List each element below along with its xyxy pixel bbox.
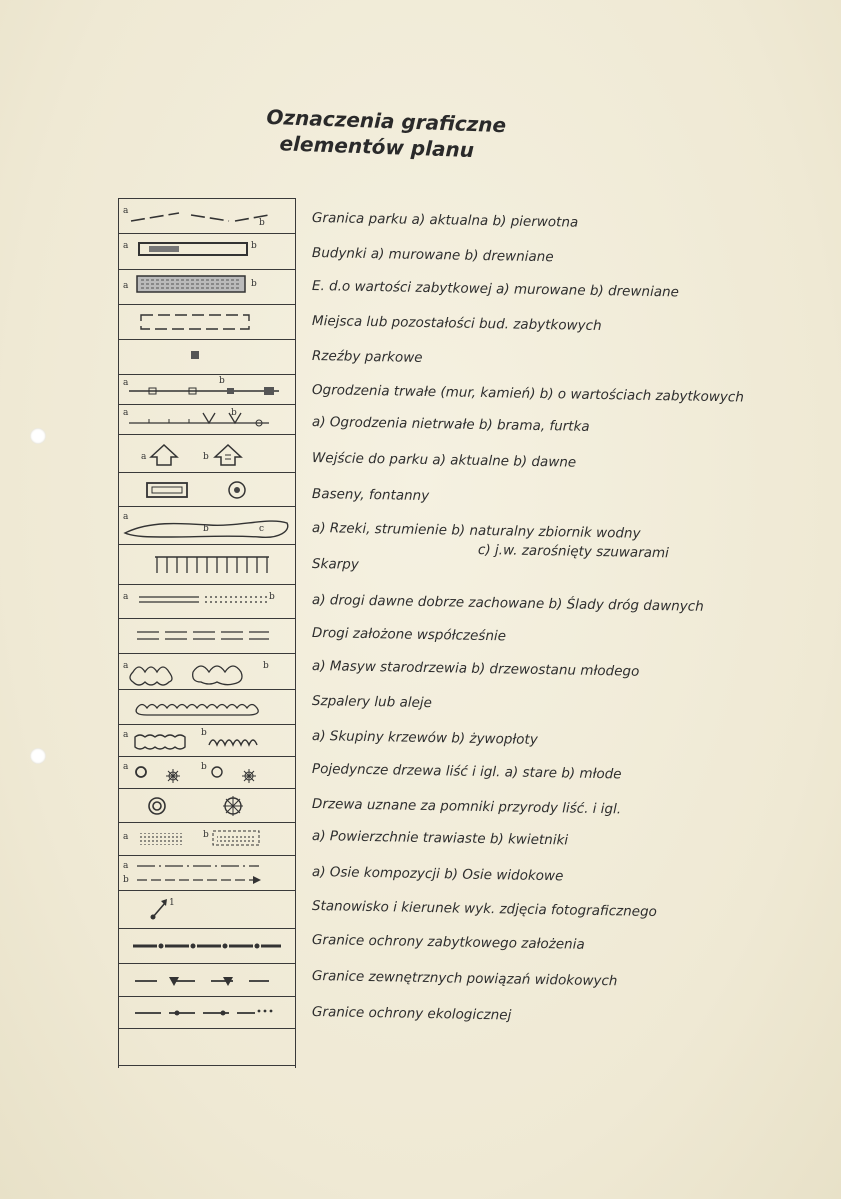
svg-text:b: b — [201, 762, 207, 772]
legend-text: a) Osie kompozycji b) Osie widokowe — [311, 864, 564, 885]
legend-symbol-park-entrance — [119, 434, 295, 472]
title-line-2: elementów planu — [279, 131, 475, 163]
legend-text: Granice ochrony zabytkowego założenia — [311, 932, 585, 953]
legend-text: a) Skupiny krzewów b) żywopłoty — [311, 728, 538, 748]
svg-text:1: 1 — [169, 898, 175, 908]
svg-text:a: a — [123, 730, 129, 740]
legend-text: Baseny, fontanny — [311, 486, 430, 505]
legend-symbol-historic-buildings — [119, 269, 295, 304]
svg-text:b: b — [269, 592, 275, 602]
svg-text:a: a — [123, 378, 129, 388]
legend-text: a) drogi dawne dobrze zachowane b) Ślady dróg dawnych — [311, 592, 704, 615]
legend-symbol-sculptures — [119, 339, 295, 374]
legend-text: a) Powierzchnie trawiaste b) kwietniki — [311, 828, 569, 849]
legend-text: Budynki a) murowane b) drewniane — [311, 245, 554, 266]
svg-text:a: a — [123, 206, 129, 216]
svg-text:a: a — [123, 281, 129, 291]
legend-text: Granica parku a) aktualna b) pierwotna — [311, 210, 579, 231]
legend-symbol-monument-trees — [119, 788, 295, 822]
legend-text: Drogi założone współcześnie — [311, 625, 507, 645]
legend-text: Rzeźby parkowe — [311, 348, 423, 366]
svg-text:a: a — [123, 592, 129, 602]
svg-text:a: a — [123, 832, 129, 842]
title-line-1: Oznaczenia graficzne — [266, 104, 507, 138]
svg-text:b: b — [259, 218, 265, 228]
legend-symbol-alleys — [119, 689, 295, 724]
svg-text:b: b — [201, 728, 207, 738]
legend-symbol-shrubs-hedges — [119, 724, 295, 756]
legend-text-extra: c) j.w. zarośnięty szuwarami — [477, 542, 670, 562]
page-title — [265, 104, 506, 164]
svg-text:b: b — [203, 452, 209, 462]
svg-text:b: b — [231, 408, 237, 418]
legend-text: Szpalery lub aleje — [311, 693, 433, 712]
legend-symbol-axes — [119, 855, 295, 890]
legend-symbol-park-boundary — [119, 198, 295, 233]
punch-hole — [30, 748, 46, 764]
punch-hole — [30, 428, 46, 444]
svg-text:b: b — [203, 830, 209, 840]
legend-text: a) Masyw starodrzewia b) drzewostanu młodego — [311, 658, 640, 680]
legend-text: Granice zewnętrznych powiązań widokowych — [311, 968, 618, 990]
legend-symbol-column — [118, 198, 296, 1068]
legend-symbol-old-roads — [119, 584, 295, 618]
legend-text: Pojedyncze drzewa liść i igl. a) stare b) młode — [311, 761, 622, 783]
legend-symbol-modern-roads — [119, 618, 295, 653]
legend-symbol-buildings — [119, 233, 295, 269]
legend-symbol-tree-stands — [119, 653, 295, 689]
legend-symbol-photo-station — [119, 890, 295, 928]
legend-symbol-rivers — [119, 506, 295, 544]
legend-text: a) Rzeki, strumienie b) naturalny zbiornik wodny — [311, 520, 641, 542]
legend-symbol-historic-ruins — [119, 304, 295, 339]
legend-symbol-pools-fountains — [119, 472, 295, 506]
legend-text: Wejście do parku a) aktualne b) dawne — [311, 450, 577, 471]
svg-text:b: b — [203, 524, 209, 534]
svg-text:a: a — [123, 241, 129, 251]
legend-text: Ogrodzenia trwałe (mur, kamień) b) o wartościach zabytkowych — [311, 382, 744, 406]
legend-symbol-ecological-protection-border — [119, 996, 295, 1028]
legend-symbol-heritage-protection-border — [119, 928, 295, 963]
legend-symbol-lawns-flowerbeds — [119, 822, 295, 855]
legend-text: Granice ochrony ekologicznej — [311, 1004, 512, 1024]
svg-text:b: b — [263, 661, 269, 671]
legend-symbol-empty — [119, 1028, 295, 1066]
svg-text:a: a — [141, 452, 147, 462]
svg-text:c: c — [259, 524, 265, 534]
legend-text: Miejsca lub pozostałości bud. zabytkowych — [311, 313, 602, 335]
legend-text: a) Ogrodzenia nietrwałe b) brama, furtka — [311, 414, 590, 435]
legend-text: Stanowisko i kierunek wyk. zdjęcia fotograficznego — [311, 898, 657, 921]
legend-text: Skarpy — [311, 556, 359, 573]
legend-symbol-slopes — [119, 544, 295, 584]
legend-symbol-visual-links-border — [119, 963, 295, 996]
legend-symbol-temporary-fences — [119, 404, 295, 434]
svg-text:a: a — [123, 762, 129, 772]
svg-text:b: b — [251, 241, 257, 251]
legend-text: Drzewa uznane za pomniki przyrody liść. i igl. — [311, 796, 622, 818]
legend-symbol-permanent-fences — [119, 374, 295, 404]
svg-text:b: b — [123, 875, 129, 885]
svg-text:b: b — [219, 376, 225, 386]
svg-text:a: a — [123, 408, 129, 418]
svg-text:a: a — [123, 512, 129, 522]
legend-symbol-single-trees — [119, 756, 295, 788]
svg-text:b: b — [251, 279, 257, 289]
svg-text:a: a — [123, 661, 129, 671]
svg-text:a: a — [123, 861, 129, 871]
legend-text: E. d.o wartości zabytkowej a) murowane b) drewniane — [311, 278, 680, 301]
